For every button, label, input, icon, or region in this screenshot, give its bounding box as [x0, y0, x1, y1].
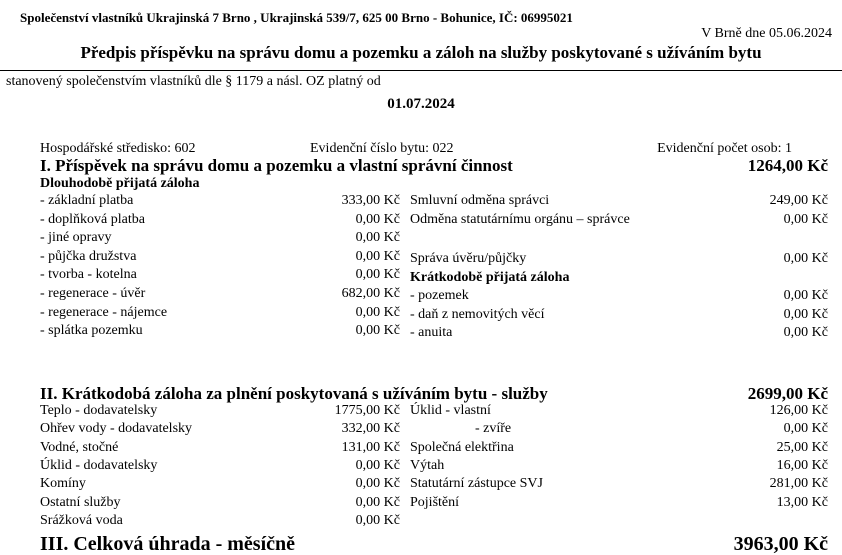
s1-right-row-value: 249,00 Kč [769, 193, 828, 208]
s2-left-row-value: 0,00 Kč [355, 457, 400, 473]
s1-left-row-value: 0,00 Kč [355, 304, 400, 320]
document-title: Předpis příspěvku na správu domu a pozemku a záloh na služby poskytované s užíváním bytu [80, 43, 762, 62]
s1-right-bottom-row-value: 0,00 Kč [783, 325, 828, 341]
s2-left-row-value: 0,00 Kč [355, 494, 400, 510]
s2-left-row-label: Ohřev vody - dodavatelsky [40, 421, 193, 437]
section3-title: III. Celková úhrada - měsíčně [40, 533, 296, 555]
association-header: Společenství vlastníků Ukrajinská 7 Brno , Ukrajinská 539/7, 625 00 Brno - Bohunice, IČ: 06995021 [20, 10, 573, 25]
section3-total: 3963,00 Kč [733, 533, 828, 555]
s1-right-row-label: Odměna statutárnímu orgánu – správce [410, 211, 630, 227]
s2-right-row-label: Výtah [410, 457, 445, 473]
s1-right-bottom-row-value: 0,00 Kč [783, 306, 828, 322]
s1-left-row-label: - regenerace - nájemce [40, 304, 168, 320]
s1-left-row-label: - tvorba - kotelna [40, 267, 137, 283]
valid-from-date: 01.07.2024 [387, 96, 455, 112]
s2-right-row-label: Pojištění [410, 494, 460, 510]
s2-left-row-label: Srážková voda [40, 512, 123, 528]
s2-left-row-label: Vodné, stočné [40, 439, 119, 455]
unit-number: Evidenční číslo bytu: 022 [310, 141, 454, 156]
section1-title: I. Příspěvek na správu domu a pozemku a vlastní správní činnost [40, 156, 513, 175]
s1-left-row-value: 0,00 Kč [355, 211, 400, 227]
section2-title: II. Krátkodobá záloha za plnění poskytovaná s užíváním bytu - služby [40, 384, 548, 403]
s1-left-row-label: - splátka pozemku [40, 323, 143, 339]
place-date: V Brně dne 05.06.2024 [701, 26, 832, 41]
s1-right-bottom-row-label: - pozemek [410, 288, 469, 303]
s2-right-row-value: 281,00 Kč [769, 476, 828, 492]
s1-left-row-label: - jiné opravy [40, 230, 112, 246]
short-term-heading-label: Krátkodobě přijatá záloha [410, 270, 570, 285]
s1-left-row-value: 0,00 Kč [355, 248, 400, 264]
s1-left-row-label: - doplňková platba [40, 211, 145, 227]
long-term-heading: Dlouhodobě přijatá záloha [40, 176, 200, 191]
s2-left-row-label: Teplo - dodavatelsky [40, 403, 158, 418]
s1-right-row-label: Smluvní odměna správci [410, 193, 550, 208]
s1-right-row-value: 0,00 Kč [783, 211, 828, 227]
s1-left-row-value: 0,00 Kč [355, 230, 400, 246]
s1-left-row-label: - půjčka družstva [40, 248, 137, 264]
s1-left-row-value: 682,00 Kč [341, 286, 400, 301]
section1-total: 1264,00 Kč [747, 156, 828, 175]
s2-left-row-value: 332,00 Kč [341, 421, 400, 437]
section2-total: 2699,00 Kč [747, 384, 828, 403]
s2-left-row-value: 1775,00 Kč [334, 403, 400, 418]
s2-right-row-label: Statutární zástupce SVJ [410, 476, 543, 492]
persons-count: Evidenční počet osob: 1 [657, 141, 792, 156]
s2-right-row-label: Úklid - vlastní [410, 403, 491, 418]
s2-left-row-value: 0,00 Kč [355, 512, 400, 528]
s2-left-row-value: 131,00 Kč [341, 439, 400, 455]
s1-right-bottom-row-value: 0,00 Kč [783, 288, 828, 303]
s1-left-row-value: 333,00 Kč [341, 193, 400, 208]
s1-left-row-value: 0,00 Kč [355, 267, 400, 283]
s2-right-row-value: 16,00 Kč [776, 457, 828, 473]
s2-right-row-label: - zvíře [475, 421, 512, 437]
s1-right-bottom-row-label: - daň z nemovitých věcí [410, 306, 545, 322]
s2-right-row-value: 0,00 Kč [783, 421, 828, 437]
s1-left-row-value: 0,00 Kč [355, 323, 400, 339]
s2-left-row-label: Úklid - dodavatelsky [40, 457, 158, 473]
s2-right-row-value: 13,00 Kč [776, 494, 828, 510]
cost-center: Hospodářské středisko: 602 [40, 141, 196, 156]
header-divider [0, 70, 842, 71]
s2-left-row-value: 0,00 Kč [355, 476, 400, 492]
s2-left-row-label: Komíny [40, 476, 86, 492]
loan-admin-value: 0,00 Kč [783, 251, 828, 266]
s1-right-bottom-row-label: - anuita [410, 325, 453, 341]
s1-left-row-label: - základní platba [40, 193, 134, 208]
s1-left-row-label: - regenerace - úvěr [40, 286, 146, 301]
loan-admin-label: Správa úvěru/půjčky [410, 251, 527, 266]
s2-right-row-label: Společná elektřina [410, 439, 514, 455]
established-text: stanovený společenstvím vlastníků dle § 1179 a násl. OZ platný od [6, 74, 381, 89]
s2-right-row-value: 25,00 Kč [776, 439, 828, 455]
s2-left-row-label: Ostatní služby [40, 494, 121, 510]
s2-right-row-value: 126,00 Kč [769, 403, 828, 418]
